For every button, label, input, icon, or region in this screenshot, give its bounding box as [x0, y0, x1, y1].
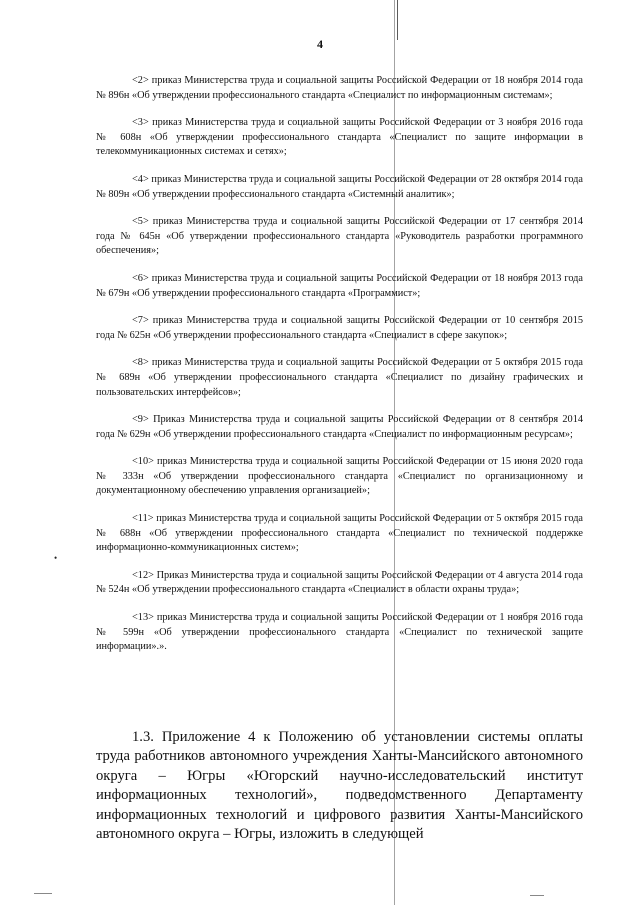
footnote-item: <2> приказ Министерства труда и социальной защиты Российской Федерации от 18 ноября 2014 года № 896н «Об утверждении профессионального стандарта «Специалист по информационным системам»;: [96, 75, 583, 101]
footnote-item: <9> Приказ Министерства труда и социальной защиты Российской Федерации от 8 сентября 2014 года № 629н «Об утверждении профессионального стандарта «Специалист по информационным ресурсам»;: [96, 414, 583, 440]
footnote-item: <7> приказ Министерства труда и социальной защиты Российской Федерации от 10 сентября 2015 года № 625н «Об утверждении профессионального стандарта «Специалист в сфере закупок»;: [96, 315, 583, 341]
footnote-item: <4> приказ Министерства труда и социальной защиты Российской Федерации от 28 октября 2014 года № 809н «Об утверждении профессионального стандарта «Системный аналитик»;: [96, 173, 583, 200]
scan-speck: [530, 895, 544, 896]
page-number: 4: [317, 37, 323, 51]
footnote-item: <10> приказ Министерства труда и социальной защиты Российской Федерации от 15 июня 2020 года № 333н «Об утверждении профессионального стандарта «Специалист по организационному и документационному обеспечению управления организацией»;: [96, 456, 583, 497]
main-paragraph: 1.3. Приложение 4 к Положению об установлении системы оплаты труда работников автономного учреждения Ханты-Мансийского автономного округа – Югры «Югорский научно-исследовательский институт информационных технологий», подведомственного Департаменту информационных технологий и цифрового развития Ханты-Мансийского автономного округа – Югры, изложить в следующей: [96, 729, 583, 843]
footnote-item: <8> приказ Министерства труда и социальной защиты Российской Федерации от 5 октября 2015 года № 689н «Об утверждении профессионального стандарта «Специалист по дизайну графических и пользовательских интерфейсов»;: [96, 357, 583, 398]
footnote-item: <6> приказ Министерства труда и социальной защиты Российской Федерации от 18 ноября 2013 года № 679н «Об утверждении профессионального стандарта «Программист»;: [96, 272, 583, 299]
footnote-item: <3> приказ Министерства труда и социальной защиты Российской Федерации от 3 ноября 2016 года № 608н «Об утверждении профессионального стандарта «Специалист по защите информации в телекоммуникационных системах и сетях»;: [96, 117, 583, 158]
footnote-item: <5> приказ Министерства труда и социальной защиты Российской Федерации от 17 сентября 2014 года № 645н «Об утверждении профессионального стандарта «Руководитель разработки программного обеспечения»;: [96, 216, 583, 257]
scan-speck: [34, 893, 52, 894]
footnote-list: [96, 74, 583, 668]
footnote-item: <12> Приказ Министерства труда и социальной защиты Российской Федерации от 4 августа 2014 года № 524н «Об утверждении профессионального стандарта «Специалист в области охраны труда»;: [96, 569, 583, 596]
scan-fold-line-top: [397, 0, 398, 40]
scan-mark: •: [54, 553, 58, 563]
footnote-item: <11> приказ Министерства труда и социальной защиты Российской Федерации от 5 октября 2015 года № 688н «Об утверждении профессионального стандарта «Специалист по технической поддержке информационно-коммуникационных систем»;: [96, 513, 583, 554]
footnote-item: <13> приказ Министерства труда и социальной защиты Российской Федерации от 1 ноября 2016 года № 599н «Об утверждении профессионального стандарта «Специалист по технической защите информации».».: [96, 612, 583, 653]
